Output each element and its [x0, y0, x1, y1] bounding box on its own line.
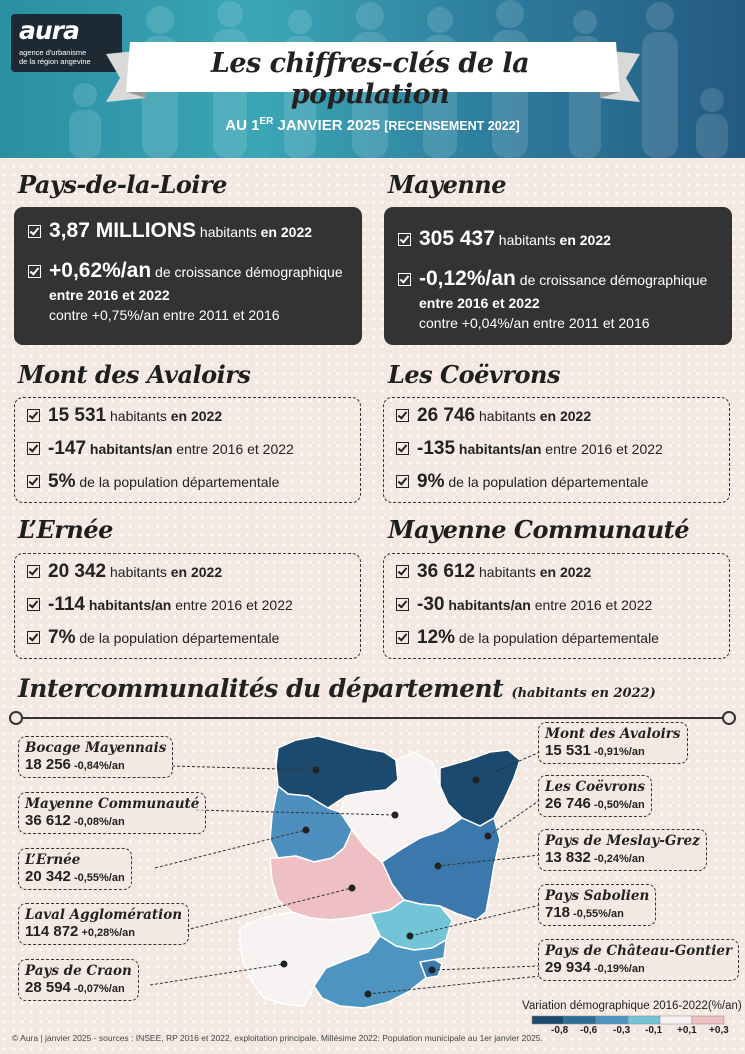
label-pct: -0,07%/an: [70, 983, 125, 995]
card-change-value: -114: [48, 594, 85, 615]
logo-sub-line-1: agence d'urbanisme: [19, 48, 87, 57]
map-label-pays-de-meslay-grez: [538, 829, 707, 871]
label-name: Pays de Craon: [25, 963, 132, 979]
label-value: 28 594: [25, 979, 71, 996]
mayenne-population-text: habitants: [494, 232, 560, 248]
card-change-value: -135: [417, 438, 456, 459]
pdl-population-value: 3,87 MILLIONS: [49, 219, 197, 242]
label-name: Les Coëvrons: [545, 779, 646, 795]
label-pct: -0,19%/an: [590, 963, 645, 975]
card-change-unit: habitants/an: [86, 441, 173, 457]
map-label-pays-sabolien: [538, 884, 656, 926]
label-value: 15 531: [545, 742, 591, 759]
legend-tick: -0,3: [613, 1025, 631, 1036]
label-value: 13 832: [545, 849, 591, 866]
legend-swatch-1: [532, 1016, 564, 1024]
label-name: Pays de Meslay-Grez: [545, 833, 700, 849]
legend-tick: -0,8: [551, 1025, 569, 1036]
mayenne-growth-compare: contre +0,04%/an entre 2011 et 2016: [419, 315, 650, 331]
card-title-mont-des-avaloirs: Mont des Avaloirs: [18, 360, 251, 389]
card-title-mayenne-communaute: Mayenne Communauté: [388, 515, 690, 544]
map-label-bocage-mayennais: [18, 736, 173, 778]
map-label-pays-de-craon: [18, 959, 139, 1001]
map-label-ernee: [18, 848, 132, 890]
logo-wordmark: aura: [19, 16, 79, 45]
map-label-pays-de-chateau-gontier: [538, 939, 739, 981]
legend-tick: +0,1: [677, 1025, 697, 1036]
label-value: 18 256: [25, 756, 71, 773]
card-population-text: habitants: [106, 408, 171, 424]
label-value: 36 612: [25, 812, 71, 829]
mayenne-population-value: 305 437: [419, 227, 495, 250]
card-change-unit: habitants/an: [84, 597, 172, 613]
card-share-value: 9%: [417, 471, 445, 492]
card-population-year: en 2022: [539, 564, 592, 580]
legend-swatch-5: [660, 1016, 692, 1024]
pdl-growth-period: entre 2016 et 2022: [49, 287, 170, 303]
map-label-mont-des-avaloirs: [538, 722, 688, 764]
label-pct: -0,55%/an: [70, 872, 125, 884]
legend-tick: +0,3: [709, 1025, 729, 1036]
date-sup: ER: [259, 116, 274, 127]
mayenne-growth-period: entre 2016 et 2022: [419, 295, 540, 311]
label-name: Mayenne Communauté: [25, 796, 200, 812]
card-share-value: 12%: [417, 627, 456, 648]
logo-sub-line-2: de la région angevine: [19, 57, 91, 66]
card-population-year: en 2022: [539, 408, 592, 424]
label-value: 20 342: [25, 868, 71, 885]
date-prefix: AU 1: [225, 117, 260, 134]
card-change-unit: habitants/an: [455, 441, 542, 457]
label-name: Pays de Château-Gontier: [545, 943, 733, 959]
card-change-period: entre 2016 et 2022: [172, 441, 294, 457]
pdl-growth-compare: contre +0,75%/an entre 2011 et 2016: [49, 307, 280, 323]
legend-swatch-4: [628, 1016, 660, 1024]
card-change-period: entre 2016 et 2022: [541, 441, 663, 457]
card-change-period: entre 2016 et 2022: [530, 597, 653, 613]
card-share-text: de la population départementale: [455, 630, 659, 646]
map-title-note: (habitants en 2022): [511, 686, 656, 701]
card-title-ernee: L’Ernée: [18, 515, 113, 544]
footer-sources: © Aura | janvier 2025 - sources : INSEE, RP 2016 et 2022, exploitation principale. Millésime 2022: Population municipale au 1er janvier 2025.: [12, 1033, 543, 1043]
map-title-text: Intercommunalités du département: [18, 674, 504, 703]
label-name: L’Ernée: [25, 852, 81, 868]
card-population-value: 15 531: [48, 405, 107, 426]
map-label-les-coevrons: [538, 775, 652, 817]
pdl-growth-text: de croissance démographique: [151, 264, 343, 280]
label-pct: -0,50%/an: [590, 799, 645, 811]
map-label-mayenne-communaute: [18, 792, 206, 834]
card-share-value: 5%: [48, 471, 76, 492]
card-share-text: de la population départementale: [75, 630, 280, 646]
card-population-value: 36 612: [417, 561, 476, 582]
mayenne-population-year: en 2022: [559, 232, 611, 248]
card-population-text: habitants: [475, 408, 540, 424]
label-name: Mont des Avaloirs: [545, 726, 681, 742]
legend-title: Variation démographique 2016-2022(%/an): [522, 1000, 742, 1012]
pdl-growth-value: +0,62%/an: [49, 259, 152, 282]
pdl-population-text: habitants: [196, 224, 261, 240]
card-change-value: -147: [48, 438, 87, 459]
pdl-title: Pays-de-la-Loire: [18, 170, 227, 199]
card-change-unit: habitants/an: [444, 597, 531, 613]
date-census: [RECENSEMENT 2022]: [384, 119, 520, 133]
label-pct: -0,91%/an: [590, 746, 645, 758]
legend-swatch-2: [564, 1016, 596, 1024]
date-main: JANVIER 2025: [273, 117, 385, 134]
mayenne-title: Mayenne: [388, 170, 506, 199]
card-change-period: entre 2016 et 2022: [171, 597, 293, 613]
label-pct: +0,28%/an: [78, 927, 135, 939]
card-share-text: de la population départementale: [75, 474, 280, 490]
mayenne-growth-text: de croissance démographique: [515, 272, 708, 288]
map-label-laval-agglomeration: [18, 903, 189, 945]
card-population-text: habitants: [475, 564, 540, 580]
card-change-value: -30: [417, 594, 445, 615]
legend-swatch-3: [596, 1016, 628, 1024]
card-title-les-coevrons: Les Coëvrons: [388, 360, 560, 389]
label-name: Pays Sabolien: [545, 888, 650, 904]
label-value: 114 872: [25, 923, 79, 940]
mayenne-growth-value: -0,12%/an: [419, 267, 516, 290]
label-pct: -0,24%/an: [590, 853, 645, 865]
card-share-text: de la population départementale: [444, 474, 649, 490]
label-pct: -0,84%/an: [70, 760, 125, 772]
card-population-value: 20 342: [48, 561, 107, 582]
card-population-year: en 2022: [170, 408, 223, 424]
card-population-year: en 2022: [170, 564, 223, 580]
label-value: 26 746: [545, 795, 591, 812]
label-value: 29 934: [545, 959, 591, 976]
card-share-value: 7%: [48, 627, 76, 648]
pdl-population-year: en 2022: [260, 224, 313, 240]
label-name: Laval Agglomération: [25, 907, 183, 923]
label-value: 718: [545, 904, 571, 921]
legend-tick: -0,6: [580, 1025, 598, 1036]
card-population-text: habitants: [106, 564, 171, 580]
legend-swatch-6: [692, 1016, 724, 1024]
label-name: Bocage Mayennais: [25, 740, 167, 756]
legend-tick: -0,1: [645, 1025, 663, 1036]
label-pct: -0,55%/an: [570, 908, 624, 920]
page-title: Les chiffres-clés de la population: [210, 48, 530, 110]
card-population-value: 26 746: [417, 405, 476, 426]
label-pct: -0,08%/an: [70, 816, 125, 828]
